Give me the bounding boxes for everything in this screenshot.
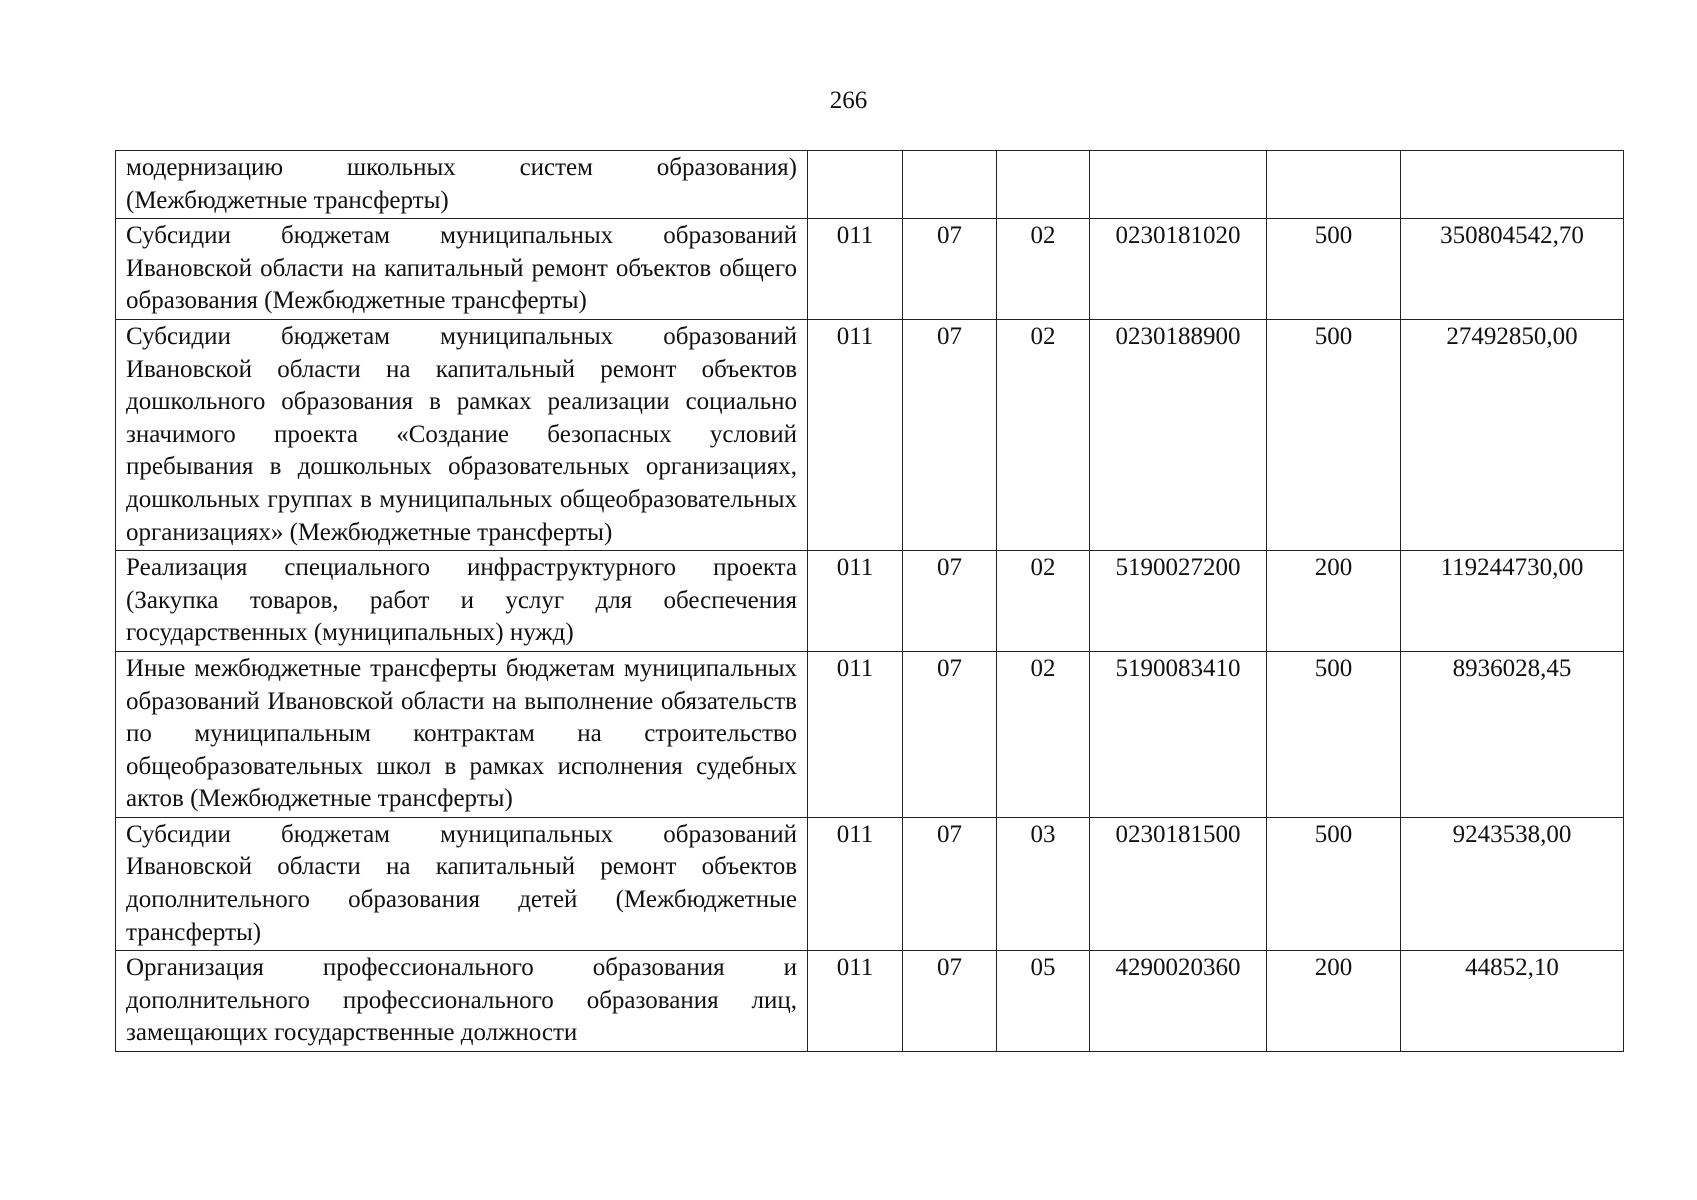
row-amount: 119244730,00 xyxy=(1401,551,1624,652)
row-expense-type-code: 500 xyxy=(1267,817,1401,950)
table-row xyxy=(116,151,1624,219)
row-subsection-code: 02 xyxy=(997,319,1090,550)
budget-table xyxy=(115,150,1624,1052)
row-section-code: 07 xyxy=(903,319,997,550)
table-row xyxy=(116,951,1624,1052)
row-target-article-code: 5190083410 xyxy=(1090,651,1267,817)
row-grbs-code: 011 xyxy=(808,219,903,320)
row-description: Субсидии бюджетам муниципальных образований Ивановской области на капитальный ремонт объектов общего образования (Межбюджетные трансферты) xyxy=(116,219,808,320)
row-section-code xyxy=(903,151,997,219)
row-subsection-code xyxy=(997,151,1090,219)
row-description: Иные межбюджетные трансферты бюджетам муниципальных образований Ивановской области на выполнение обязательств по муниципальным контрактам на строительство общеобразовательных школ в рамках исполнения судебных актов (Межбюджетные трансферты) xyxy=(116,651,808,817)
table-row xyxy=(116,219,1624,320)
table-row xyxy=(116,551,1624,652)
row-subsection-code: 02 xyxy=(997,651,1090,817)
row-target-article-code xyxy=(1090,151,1267,219)
row-grbs-code: 011 xyxy=(808,319,903,550)
row-target-article-code: 0230181500 xyxy=(1090,817,1267,950)
row-section-code: 07 xyxy=(903,651,997,817)
row-section-code: 07 xyxy=(903,219,997,320)
row-grbs-code: 011 xyxy=(808,951,903,1052)
page-number: 266 xyxy=(829,87,868,114)
row-description: модернизацию школьных систем образования) (Межбюджетные трансферты) xyxy=(116,151,808,219)
row-expense-type-code: 200 xyxy=(1267,951,1401,1052)
row-amount xyxy=(1401,151,1624,219)
row-subsection-code: 03 xyxy=(997,817,1090,950)
row-grbs-code: 011 xyxy=(808,817,903,950)
row-subsection-code: 02 xyxy=(997,551,1090,652)
row-grbs-code: 011 xyxy=(808,651,903,817)
row-target-article-code: 0230188900 xyxy=(1090,319,1267,550)
row-section-code: 07 xyxy=(903,817,997,950)
row-description: Организация профессионального образования и дополнительного профессионального образования лиц, замещающих государственные должности xyxy=(116,951,808,1052)
table-row xyxy=(116,319,1624,550)
row-subsection-code: 05 xyxy=(997,951,1090,1052)
row-subsection-code: 02 xyxy=(997,219,1090,320)
row-amount: 8936028,45 xyxy=(1401,651,1624,817)
row-section-code: 07 xyxy=(903,551,997,652)
row-description: Реализация специального инфраструктурного проекта (Закупка товаров, работ и услуг для обеспечения государственных (муниципальных) нужд) xyxy=(116,551,808,652)
table-row xyxy=(116,651,1624,817)
row-grbs-code: 011 xyxy=(808,551,903,652)
row-description: Субсидии бюджетам муниципальных образований Ивановской области на капитальный ремонт объектов дополнительного образования детей (Межбюджетные трансферты) xyxy=(116,817,808,950)
row-amount: 27492850,00 xyxy=(1401,319,1624,550)
row-section-code: 07 xyxy=(903,951,997,1052)
table-row xyxy=(116,817,1624,950)
row-expense-type-code: 200 xyxy=(1267,551,1401,652)
row-target-article-code: 0230181020 xyxy=(1090,219,1267,320)
row-expense-type-code xyxy=(1267,151,1401,219)
row-amount: 44852,10 xyxy=(1401,951,1624,1052)
row-expense-type-code: 500 xyxy=(1267,219,1401,320)
row-expense-type-code: 500 xyxy=(1267,319,1401,550)
row-amount: 9243538,00 xyxy=(1401,817,1624,950)
row-expense-type-code: 500 xyxy=(1267,651,1401,817)
row-grbs-code xyxy=(808,151,903,219)
row-description: Субсидии бюджетам муниципальных образований Ивановской области на капитальный ремонт объектов дошкольного образования в рамках реализации социально значимого проекта «Создание безопасных условий пребывания в дошкольных образовательных организациях, дошкольных группах в муниципальных общеобразовательных организациях» (Межбюджетные трансферты) xyxy=(116,319,808,550)
row-amount: 350804542,70 xyxy=(1401,219,1624,320)
row-target-article-code: 4290020360 xyxy=(1090,951,1267,1052)
row-target-article-code: 5190027200 xyxy=(1090,551,1267,652)
